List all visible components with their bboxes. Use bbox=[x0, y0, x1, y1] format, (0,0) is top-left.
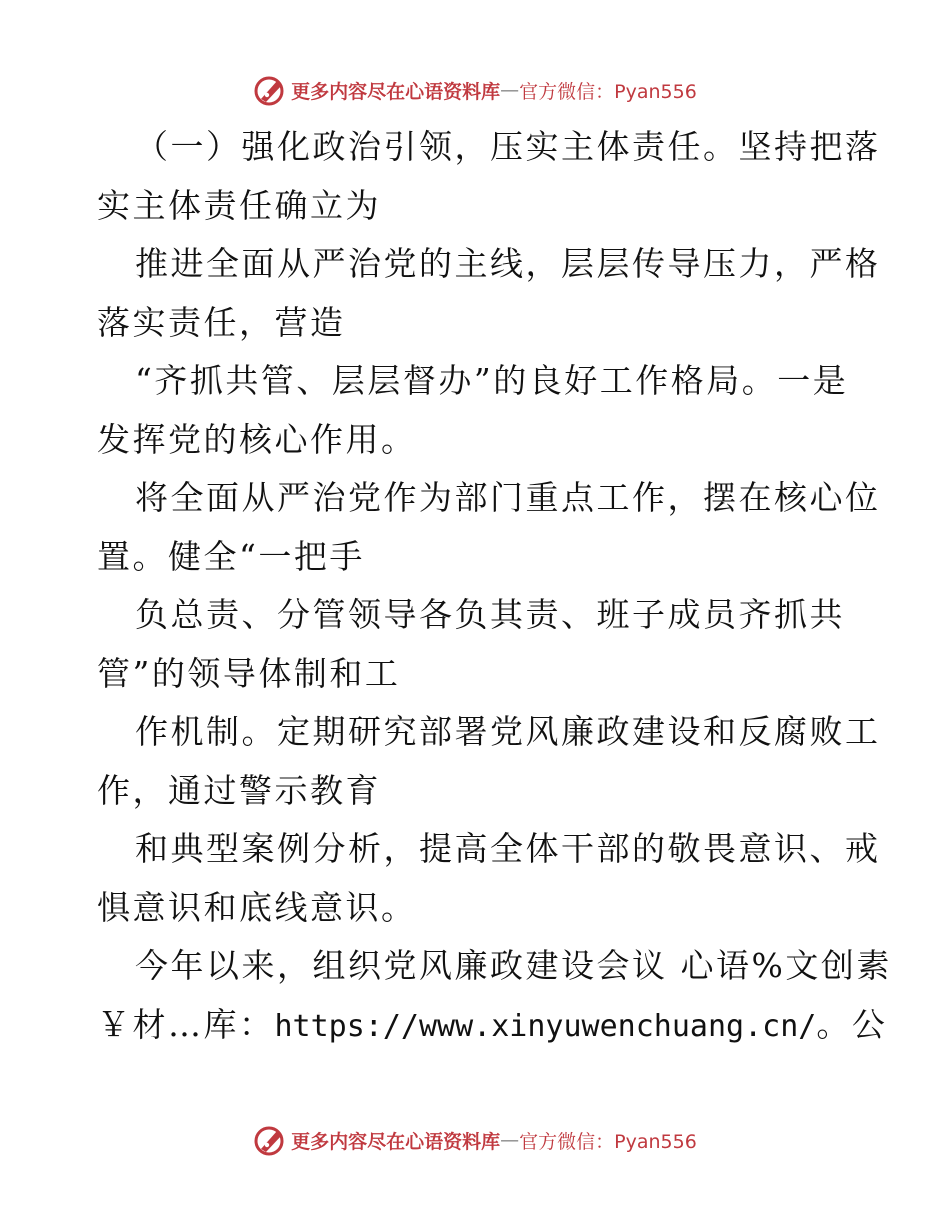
pen-nib-circle-logo-icon bbox=[253, 1123, 287, 1157]
text-line: 作，通过警示教育 bbox=[97, 770, 381, 810]
text-line-with-link bbox=[97, 996, 888, 1055]
text-line: 落实责任，营造 bbox=[97, 302, 346, 342]
text-line: 将全面从严治党作为部门重点工作，摆在核心位 bbox=[135, 478, 881, 517]
line-prefix: ￥材…库： bbox=[97, 1004, 275, 1044]
header-banner bbox=[0, 70, 950, 110]
banner-separator: — bbox=[500, 79, 520, 101]
website-url-link[interactable]: https://www.xinyuwenchuang.cn/ bbox=[274, 1008, 817, 1044]
pen-nib-circle-logo-icon bbox=[253, 73, 287, 107]
text-line: （一）强化政治引领，压实主体责任。坚持把落 bbox=[135, 127, 881, 166]
text-line: 置。健全“一把手 bbox=[97, 536, 365, 576]
text-line: 负总责、分管领导各负其责、班子成员齐抓共 bbox=[135, 595, 845, 634]
text-line: 实主体责任确立为 bbox=[97, 185, 381, 225]
banner-separator: — bbox=[500, 1129, 520, 1151]
text-line: 推进全面从严治党的主线，层层传导压力，严格 bbox=[135, 244, 881, 283]
banner-contact: 官方微信：Pyan556 bbox=[519, 80, 697, 103]
text-line: 今年以来，组织党风廉政建设会议 心语%文创素 bbox=[135, 946, 892, 985]
document-body bbox=[97, 118, 892, 1054]
text-line: 管”的领导体制和工 bbox=[97, 653, 401, 693]
line-suffix: 。公 bbox=[816, 1004, 888, 1044]
banner-site-name: 更多内容尽在心语资料库 bbox=[291, 80, 501, 103]
footer-banner bbox=[0, 1120, 950, 1160]
text-line: “齐抓共管、层层督办”的良好工作格局。一是 bbox=[135, 361, 849, 400]
text-line: 发挥党的核心作用。 bbox=[97, 419, 417, 459]
banner-contact: 官方微信：Pyan556 bbox=[519, 1130, 697, 1153]
text-line: 和典型案例分析，提高全体干部的敬畏意识、戒 bbox=[135, 829, 881, 868]
banner-site-name: 更多内容尽在心语资料库 bbox=[291, 1130, 501, 1153]
text-line: 作机制。定期研究部署党风廉政建设和反腐败工 bbox=[135, 712, 881, 751]
text-line: 惧意识和底线意识。 bbox=[97, 887, 417, 927]
